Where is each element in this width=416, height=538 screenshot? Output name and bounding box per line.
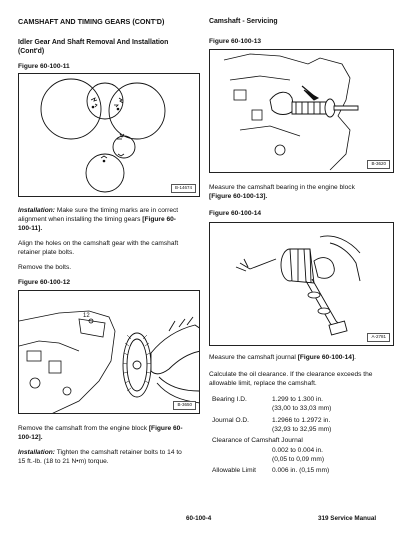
journal-od-value-mm: (32,93 to 32,95 mm) (272, 426, 332, 433)
figure-13-title: Figure 60-100-13 (209, 38, 262, 45)
figure-13-bearing-measure (209, 49, 394, 173)
figure-12-tag: B-3650 (173, 401, 196, 410)
figure-ref-11b: 100-11]. (18, 225, 43, 232)
align-line1: Align the holes on the camshaft gear with the camshaft (18, 240, 179, 247)
subheading-line2: (Cont'd) (18, 48, 45, 55)
bearing-id-label: Bearing I.D. (212, 396, 247, 403)
page-number: 60-100-4 (186, 515, 212, 522)
figure-ref-13: [Figure 60-100-13]. (209, 193, 268, 200)
allowable-limit-value: 0.006 in. (0,15 mm) (272, 467, 330, 474)
install2-text: Tighten the camshaft retainer bolts to 14 to (55, 449, 182, 456)
subheading-line1: Idler Gear And Shaft Removal And Installation (18, 39, 169, 46)
installation-label-2: Installation: (18, 449, 55, 456)
install1-text: Make sure the timing marks are in correct (55, 207, 179, 214)
journal-measure-drawing (210, 223, 394, 346)
allowable-limit-label: Allowable Limit (212, 467, 256, 474)
clearance-value-mm: (0,05 to 0,09 mm) (272, 456, 325, 463)
figure-11-tag: B-14674 (171, 184, 196, 193)
install2-line1 (18, 449, 200, 458)
figure-12-title: Figure 60-100-12 (18, 279, 71, 286)
figure-14-journal-measure (209, 222, 394, 346)
clearance-value-in: 0.002 to 0.004 in. (272, 447, 323, 454)
calc-line1: Calculate the oil clearance. If the clearance exceeds the (209, 371, 373, 378)
install2-line2: 15 ft.-lb. (18 to 21 N•m) torque. (18, 458, 109, 465)
camshaft-removal-drawing (19, 291, 200, 414)
install1-line1 (18, 207, 200, 216)
figure-11-title: Figure 60-100-11 (18, 63, 70, 70)
figure-ref-12a: [Figure 60- (148, 425, 183, 432)
figure-12-camshaft-removal (18, 290, 200, 414)
manual-title: 319 Service Manual (318, 515, 377, 522)
remove-bolts-text: Remove the bolts. (18, 264, 72, 271)
figure-ref-12b: 100-12]. (18, 434, 43, 441)
align-line2: retainer plate bolts. (18, 249, 75, 256)
remove-cam-text: Remove the camshaft from the engine block (18, 425, 149, 432)
servicing-heading: Camshaft - Servicing (209, 18, 278, 25)
figure-14-title: Figure 60-100-14 (209, 210, 262, 217)
figure-13-tag: B-3620 (367, 160, 390, 169)
calc-line2: allowable limit, replace the camshaft. (209, 380, 317, 387)
bearing-measure-drawing (210, 50, 394, 173)
section-heading: CAMSHAFT AND TIMING GEARS (CONT'D) (18, 17, 165, 26)
installation-label: Installation: (18, 207, 55, 214)
timing-gears-drawing (19, 74, 200, 197)
figure-14-tag: A-2781 (367, 333, 390, 342)
callout-12: 12 (83, 313, 90, 319)
clearance-title: Clearance of Camshaft Journal (212, 437, 303, 444)
measure1-line1: Measure the camshaft bearing in the engine block (209, 184, 355, 191)
bearing-id-value-mm: (33,00 to 33,03 mm) (272, 405, 332, 412)
figure-11-timing-gears (18, 73, 200, 197)
figure-ref-14: [Figure 60-100-14] (297, 354, 355, 361)
bearing-id-value-in: 1.299 to 1.300 in. (272, 396, 323, 403)
remove-cam-line1 (18, 425, 200, 434)
install1-line2-text: alignment when installing the timing gears (18, 216, 143, 223)
install1-line2 (18, 216, 200, 225)
measure2-period: . (354, 354, 356, 361)
journal-od-label: Journal O.D. (212, 417, 250, 424)
measure2-text: Measure the camshaft journal (209, 354, 298, 361)
figure-ref-11a: [Figure 60- (142, 216, 176, 223)
journal-od-value-in: 1.2966 to 1.2972 in. (272, 417, 331, 424)
measure2-line (209, 354, 356, 363)
